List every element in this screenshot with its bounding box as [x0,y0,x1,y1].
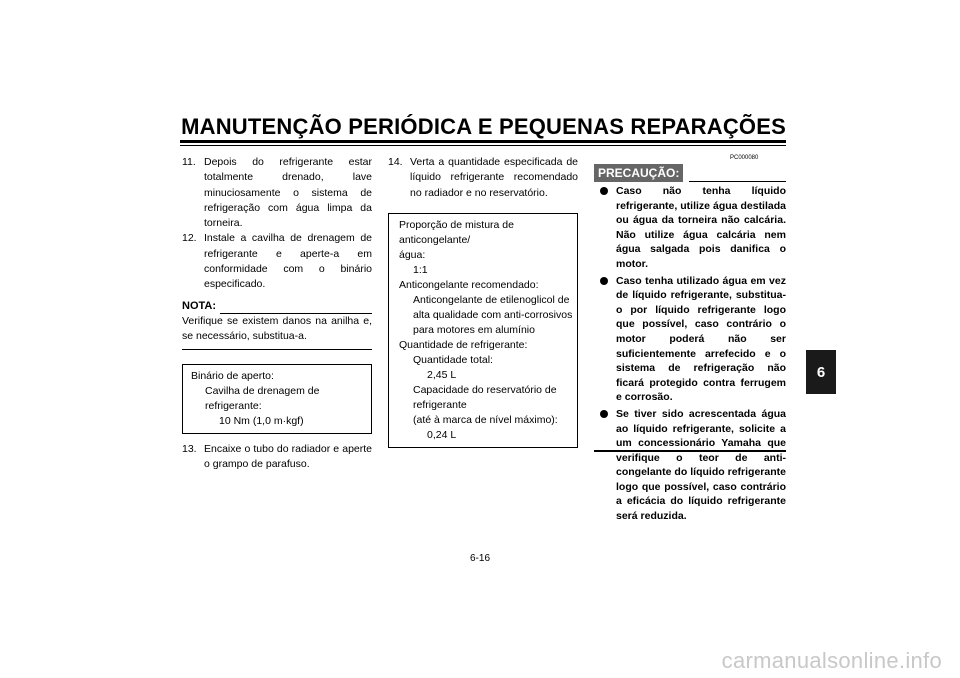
step-12 [182,231,372,292]
step-text: Verta a quantidade especificada de líquido refrigerante recomendado no radiador e no reservatório. [410,156,578,199]
spec-line: para motores em alumínio [413,323,535,336]
torque-spec-box [182,364,372,434]
step-number: 12. [182,232,197,245]
spec-line: Anticongelante de etilenoglicol de [413,293,570,306]
coolant-spec-box [388,213,578,448]
spec-value: 0,24 L [427,428,457,441]
middle-column [388,155,578,448]
spec-line: Proporção de mistura de anticongelante/ [399,218,514,246]
spec-line: Anticongelante recomendado: [399,278,539,291]
bullet-icon [600,277,608,285]
document-code: PC000080 [730,155,759,161]
left-column [182,155,372,472]
spec-value: 10 Nm (1,0 m·kgf) [219,414,304,427]
note-rule [220,305,372,314]
caution-text: Caso não tenha líquido refrigerante, utilize água destilada ou água da torneira não calcária. Não utilize água calcária nem água salgada pois danifica o motor. [616,185,786,270]
caution-item [598,184,786,272]
step-number: 14. [388,156,403,168]
step-number: 11. [182,156,196,168]
step-13 [182,442,372,473]
step-11 [182,155,372,231]
caution-header [594,164,786,182]
spec-value: 2,45 L [427,368,457,381]
spec-line: Quantidade total: [413,353,493,366]
caution-label: PRECAUÇÃO: [594,164,683,182]
spec-line: (até à marca de nível máximo): [413,413,558,426]
spec-line: Quantidade de refrigerante: [399,338,528,351]
bullet-icon [600,187,608,195]
page-title: MANUTENÇÃO PERIÓDICA E PEQUENAS REPARAÇÕES [181,114,786,139]
spec-line: refrigerante [413,398,467,411]
step-number: 13. [182,442,197,455]
spec-line: Cavilha de drenagem de [205,384,320,397]
caution-end-rule [594,450,786,452]
title-rule [180,140,786,143]
title-rule-thin [180,145,786,146]
watermark: carmanualsonline.info [721,648,942,673]
caution-item [598,407,786,524]
note-text: Verifique se existem danos na anilha e, se necessário, substitua-a. [182,314,372,350]
step-text: Instale a cavilha de drenagem de refrigerante e aperte-a em conformidade com o binário especificado. [204,232,372,291]
caution-item [598,274,786,405]
note-label: NOTA: [182,299,217,312]
caution-text: Se tiver sido acrescentada água ao líquido refrigerante, solicite a um concessionário Yamaha que verifique o teor de anti-congelante do líquido refrigerante logo que possível, caso contrário a eficácia do líquido refrigerante será reduzida. [616,407,786,523]
spec-value: 1:1 [413,263,428,276]
step-text: Depois do refrigerante estar totalmente drenado, lave minuciosamente o sistema de refrigeração com água limpa da torneira. [204,156,372,230]
step-text: Encaixe o tubo do radiador e aperte o grampo de parafuso. [204,442,372,470]
spec-line: água: [399,248,426,261]
note-header [182,299,372,314]
caution-rule [689,169,786,182]
spec-line: alta qualidade com anti-corrosivos [413,308,573,321]
spec-line: Capacidade do reservatório de [413,383,557,396]
spec-line: Binário de aperto: [191,369,274,382]
caution-list [598,184,786,526]
spec-line: refrigerante: [205,399,262,412]
caution-text: Caso tenha utilizado água em vez de líquido refrigerante, substitua-o por líquido refrigerante logo que possível, caso contrário o motor poderá não ser suficientemente arrefecido e o sistema de refrigeração não ficará protegido contra ferrugem e corrosão. [616,274,786,404]
chapter-tab: 6 [806,350,836,394]
page-number: 6-16 [469,553,490,564]
step-14 [388,155,578,201]
bullet-icon [600,410,608,418]
